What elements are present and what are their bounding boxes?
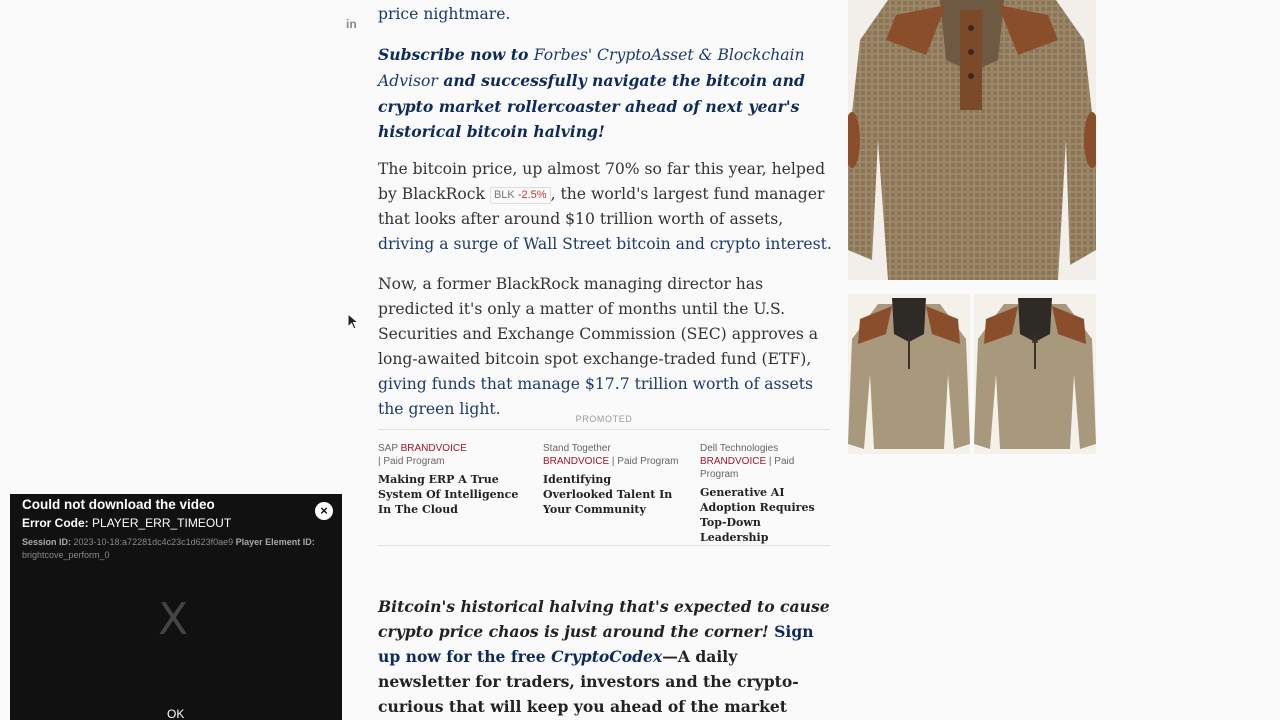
session-id-value: 2023-10-18:a72281dc4c23c1d623f0ae9: [73, 537, 234, 547]
promo-title[interactable]: Identifying Overlooked Talent In Your Community: [543, 473, 673, 516]
p2-text-a: Now, a former BlackRock managing director has predicted it's only a matter of months until the U.S. Securities and Exchange Commission (SEC) approves a long-awaited bitcoin spot exchange-traded fund (ETF),: [378, 275, 819, 368]
p1-text-a: The bitcoin price, up almost 70% so far this year, helped by BlackRock: [378, 160, 826, 203]
brandvoice-tag[interactable]: BRANDVOICE: [700, 456, 767, 467]
video-player-error: [10, 494, 342, 720]
player-element-label: Player Element ID:: [233, 537, 315, 547]
promo-meta: [700, 442, 832, 481]
promo-sponsor[interactable]: SAP: [378, 443, 398, 454]
video-session-info: [22, 536, 332, 562]
advisor-subscribe-link[interactable]: Forbes' CryptoAsset & Blockchain Advisor: [378, 46, 805, 90]
ad-image-sweater-main[interactable]: [848, 0, 1096, 280]
p2-text-c: .: [495, 400, 501, 418]
promo-card-sap[interactable]: [378, 442, 523, 517]
video-error-ok-button[interactable]: OK: [167, 707, 185, 720]
paid-program-label: | Paid Program: [609, 456, 679, 467]
paragraph-etf: [378, 272, 832, 422]
linkedin-share-icon[interactable]: in: [346, 17, 357, 31]
paragraph-blackrock: [378, 157, 832, 257]
ticker-symbol: BLK: [493, 189, 515, 201]
session-id-label: Session ID:: [22, 537, 74, 547]
error-code-value: PLAYER_ERR_TIMEOUT: [92, 516, 232, 530]
sweater-variant-illustration: [848, 294, 970, 454]
price-nightmare-link[interactable]: price nightmare.: [378, 5, 511, 23]
promo-sponsor[interactable]: Stand Together: [543, 443, 611, 454]
subscribe-rest: and successfully navigate the bitcoin and crypto market rollercoaster ahead of next year's historical bitcoin halving!: [378, 71, 805, 141]
error-code-label: Error Code:: [22, 516, 93, 530]
paid-program-label: | Paid Program: [378, 456, 445, 467]
promo-card-stand-together[interactable]: [543, 442, 683, 517]
signup-text: Sign up now for the free: [378, 622, 814, 666]
newsletter-rest: —A daily newsletter for traders, investors and the crypto-curious that will keep you ahead of the market: [378, 647, 799, 716]
newsletter-lead: Bitcoin's historical halving that's expected to cause crypto price chaos is just around the corner!: [378, 597, 830, 641]
ticker-change: -2.5%: [517, 189, 547, 201]
cryptocodex-name: CryptoCodex: [551, 647, 663, 666]
player-element-value: brightcove_perform_0: [22, 550, 110, 560]
promo-card-dell[interactable]: [700, 442, 832, 545]
section-divider: [378, 545, 830, 546]
green-light-link[interactable]: giving funds that manage $17.7 trillion worth of assets the green light: [378, 375, 813, 418]
paragraph-tail: [378, 2, 832, 27]
video-close-icon[interactable]: ×: [315, 502, 333, 520]
promoted-label: PROMOTED: [575, 414, 633, 424]
promo-meta: [378, 442, 523, 468]
subscribe-callout: [378, 42, 832, 144]
promo-title[interactable]: Generative AI Adoption Requires Top-Down Leadership: [700, 486, 815, 544]
video-error-title: Could not download the video: [22, 497, 215, 512]
promo-sponsor[interactable]: Dell Technologies: [700, 443, 779, 454]
newsletter-callout: [378, 594, 832, 719]
ad-image-sweater-variant-1[interactable]: [848, 294, 970, 454]
ticker-badge-blk[interactable]: [490, 187, 551, 204]
promo-meta: [543, 442, 683, 468]
subscribe-lead: Subscribe now to: [378, 45, 534, 64]
video-error-code: [22, 516, 231, 530]
brandvoice-tag[interactable]: BRANDVOICE: [543, 456, 610, 467]
brandvoice-tag[interactable]: BRANDVOICE: [400, 443, 467, 454]
mouse-cursor-icon: [347, 313, 359, 331]
video-error-placeholder-icon: X: [158, 594, 189, 645]
p1-text-b: , the world's largest fund manager that looks after around $10 trillion worth of assets,: [378, 185, 825, 228]
p1-text-c: .: [826, 235, 832, 253]
sweater-variant-illustration: [974, 294, 1096, 454]
paid-program-label: | Paid Program: [700, 456, 795, 480]
ad-image-sweater-variant-2[interactable]: [974, 294, 1096, 454]
promoted-divider: [378, 429, 830, 430]
promo-title[interactable]: Making ERP A True System Of Intelligence In The Cloud: [378, 473, 519, 516]
wall-street-interest-link[interactable]: driving a surge of Wall Street bitcoin and crypto interest: [378, 235, 827, 253]
sweater-illustration: [848, 0, 1096, 280]
